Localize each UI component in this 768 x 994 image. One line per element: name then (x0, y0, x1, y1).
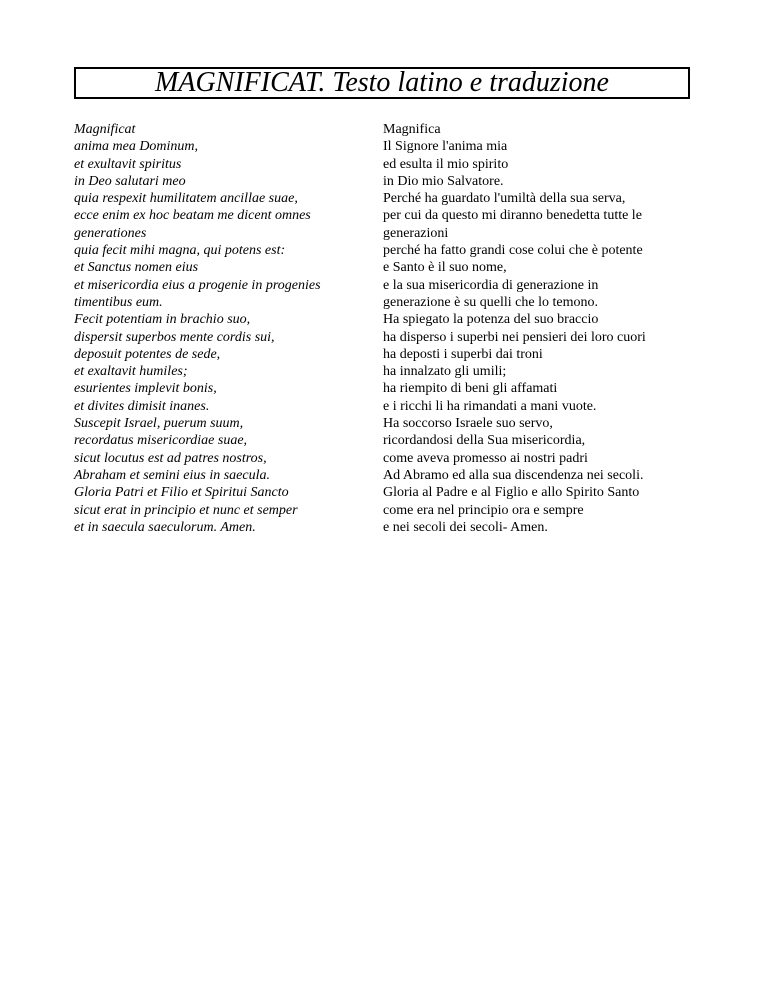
latin-text-column (74, 121, 364, 536)
italian-line: ricordandosi della Sua misericordia, (383, 433, 586, 449)
latin-line: recordatus misericordiae suae, (74, 433, 248, 449)
italian-line: per cui da questo mi diranno benedetta tutte le (383, 208, 642, 224)
italian-line: ha deposti i superbi dai troni (383, 346, 543, 362)
italian-line: Ha soccorso Israele suo servo, (383, 416, 553, 432)
latin-line: anima mea Dominum, (74, 139, 199, 155)
italian-line: in Dio mio Salvatore. (383, 173, 504, 189)
italian-line: e nei secoli dei secoli- Amen. (383, 519, 548, 535)
latin-line: et in saecula saeculorum. Amen. (74, 519, 256, 535)
latin-line: Suscepit Israel, puerum suum, (74, 416, 244, 432)
latin-line: ecce enim ex hoc beatam me dicent omnes (74, 208, 311, 224)
latin-line: Fecit potentiam in brachio suo, (74, 312, 251, 328)
latin-line: in Deo salutari meo (74, 173, 186, 189)
italian-line: ha innalzato gli umili; (383, 364, 507, 380)
italian-line: ha disperso i superbi nei pensieri dei loro cuori (383, 329, 646, 345)
latin-line: sicut locutus est ad patres nostros, (74, 450, 267, 466)
latin-line: et divites dimisit inanes. (74, 398, 210, 414)
latin-line: deposuit potentes de sede, (74, 346, 221, 362)
latin-line: quia fecit mihi magna, qui potens est: (74, 243, 286, 259)
page-title: MAGNIFICAT. Testo latino e traduzione (155, 66, 609, 98)
italian-line: generazioni (383, 225, 449, 241)
latin-line: timentibus eum. (74, 294, 163, 310)
latin-line: Abraham et semini eius in saecula. (74, 467, 270, 483)
latin-line: Magnificat (74, 122, 136, 137)
latin-line: et Sanctus nomen eius (74, 260, 199, 276)
italian-line: Ha spiegato la potenza del suo braccio (383, 312, 599, 328)
italian-line: Perché ha guardato l'umiltà della sua serva, (383, 191, 626, 207)
italian-line: generazione è su quelli che lo temono. (383, 294, 598, 310)
italian-line: Gloria al Padre e al Figlio e allo Spirito Santo (383, 485, 640, 501)
italian-line: e la sua misericordia di generazione in (383, 277, 599, 293)
latin-line: Gloria Patri et Filio et Spiritui Sancto (74, 485, 289, 501)
italian-line: perché ha fatto grandi cose colui che è potente (383, 243, 643, 259)
italian-translation-column (383, 121, 693, 536)
latin-line: esurientes implevit bonis, (74, 381, 217, 397)
latin-line: quia respexit humilitatem ancillae suae, (74, 191, 298, 207)
italian-line: come era nel principio ora e sempre (383, 502, 584, 518)
latin-line: generationes (74, 225, 147, 241)
italian-line: e Santo è il suo nome, (383, 260, 507, 276)
italian-line: come aveva promesso ai nostri padri (383, 450, 588, 466)
latin-line: sicut erat in principio et nunc et semper (74, 502, 298, 518)
italian-line: e i ricchi li ha rimandati a mani vuote. (383, 398, 597, 414)
latin-line: et exultavit spiritus (74, 156, 182, 172)
italian-line: ed esulta il mio spirito (383, 156, 509, 172)
latin-line: et exaltavit humiles; (74, 364, 188, 380)
latin-line: dispersit superbos mente cordis sui, (74, 329, 275, 345)
latin-line: et misericordia eius a progenie in progenies (74, 277, 321, 293)
italian-line: Ad Abramo ed alla sua discendenza nei secoli. (383, 467, 644, 483)
italian-line: Magnifica (383, 122, 441, 137)
italian-line: ha riempito di beni gli affamati (383, 381, 558, 397)
page-title-box (74, 67, 690, 99)
italian-line: Il Signore l'anima mia (383, 139, 508, 155)
